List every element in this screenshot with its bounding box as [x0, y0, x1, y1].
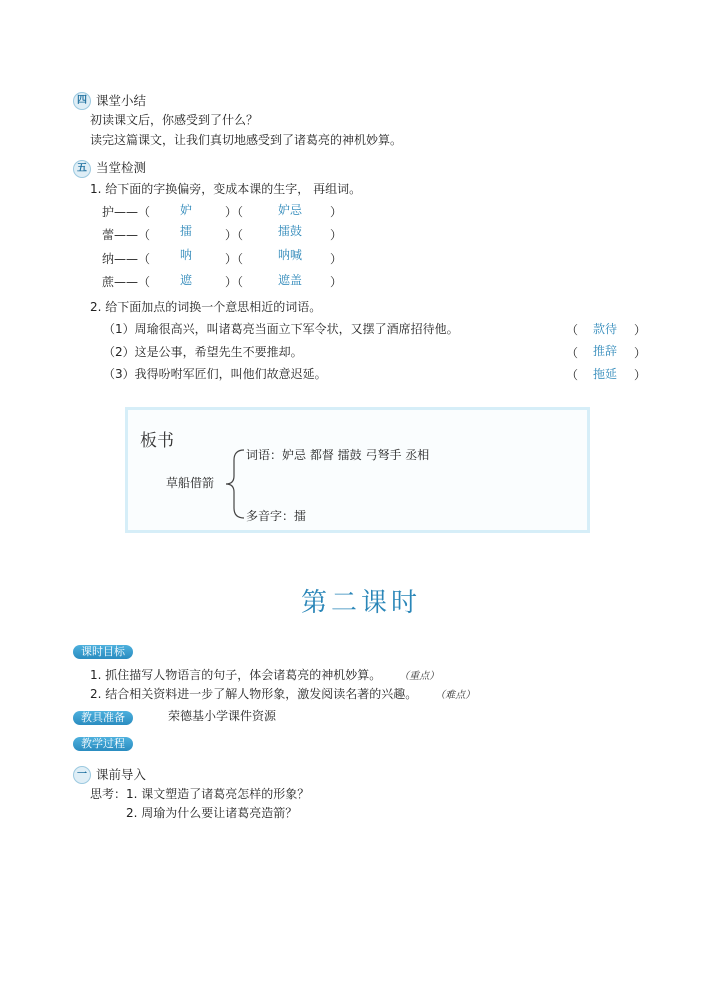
- exercise-question-2: 2. 给下面加点的词换一个意思相近的词语。: [90, 300, 322, 314]
- section-number-badge: 一: [73, 766, 91, 784]
- synonym-answer: 推辞: [593, 344, 618, 358]
- synonym-answer: 拖延: [593, 367, 618, 381]
- radical-row: [102, 203, 150, 220]
- synonym-item: （1）周瑜很高兴，叫诸葛亮当面立下军令状，又摆了酒席招待他。: [103, 322, 459, 336]
- bracket-end: ）: [330, 275, 343, 289]
- process-label: 教学过程: [73, 737, 133, 751]
- answer-close: ）: [634, 368, 647, 382]
- answer-char: 呐: [180, 248, 193, 262]
- goal-1: [90, 666, 439, 683]
- synonym-item: （2）这是公事，希望先生不要推却。: [103, 345, 303, 359]
- answer-word: 呐喊: [278, 248, 303, 262]
- prep-label: 教具准备: [73, 711, 133, 725]
- curly-brace: [224, 448, 248, 520]
- summary-answer: 读完这篇课文，让我们真切地感受到了诸葛亮的神机妙算。: [90, 133, 403, 147]
- bracket-end: ）: [330, 252, 343, 266]
- answer-close: ）: [634, 346, 647, 360]
- prep-text: 荣德基小学课件资源: [168, 709, 277, 723]
- board-label: 板书: [140, 431, 174, 451]
- blackboard-design-panel: [125, 407, 590, 533]
- source-char: 纳——（: [102, 252, 151, 266]
- synonym-item: （3）我得吩咐军匠们，叫他们故意迟延。: [103, 367, 327, 381]
- goal-1-tag: （重点）: [399, 671, 440, 682]
- radical-row: [102, 250, 150, 267]
- bracket-end: ）: [330, 205, 343, 219]
- board-vocab-line: 词语：妒忌 都督 擂鼓 弓弩手 丞相: [246, 448, 430, 462]
- section-title-intro: 课前导入: [96, 767, 147, 782]
- goal-2-text: 2. 结合相关资料进一步了解人物形象，激发阅读名著的兴趣。: [90, 687, 418, 701]
- answer-char: 擂: [180, 224, 193, 238]
- section-number-badge: 四: [73, 92, 91, 110]
- goal-1-text: 1. 抓住描写人物语言的句子，体会诸葛亮的神机妙算。: [90, 668, 382, 682]
- exercise-question-1: 1. 给下面的字换偏旁，变成本课的生字， 再组词。: [90, 182, 362, 196]
- answer-close: ）: [634, 323, 647, 337]
- section-number-badge: 五: [73, 160, 91, 178]
- goals-label: 课时目标: [73, 645, 133, 659]
- think-question-2: 2. 周瑜为什么要让诸葛亮造箭？: [126, 806, 298, 820]
- answer-open: （: [566, 368, 579, 382]
- radical-row: [102, 273, 150, 290]
- source-char: 护——（: [102, 205, 151, 219]
- summary-question: 初读课文后，你感受到了什么？: [90, 113, 259, 127]
- bracket-mid: ）（: [225, 228, 244, 242]
- think-question-1: 思考：1. 课文塑造了诸葛亮怎样的形象？: [90, 787, 310, 801]
- board-center-title: 草船借箭: [166, 476, 215, 490]
- answer-open: （: [566, 346, 579, 360]
- source-char: 蕾——（: [102, 228, 151, 242]
- bracket-mid: ）（: [225, 275, 244, 289]
- source-char: 蔗——（: [102, 275, 151, 289]
- answer-word: 妒忌: [278, 203, 303, 217]
- section-title-exercise: 当堂检测: [96, 160, 147, 175]
- bracket-end: ）: [330, 228, 343, 242]
- section-title-summary: 课堂小结: [96, 93, 147, 108]
- lesson-title: 第二课时: [300, 588, 421, 618]
- answer-open: （: [566, 323, 579, 337]
- answer-word: 擂鼓: [278, 224, 303, 238]
- goal-2: [90, 685, 475, 702]
- goal-2-tag: （难点）: [435, 690, 476, 701]
- answer-char: 妒: [180, 203, 193, 217]
- answer-word: 遮盖: [278, 273, 303, 287]
- board-polyphone-line: 多音字：擂: [246, 509, 307, 523]
- answer-char: 遮: [180, 273, 193, 287]
- bracket-mid: ）（: [225, 205, 244, 219]
- bracket-mid: ）（: [225, 252, 244, 266]
- radical-row: [102, 226, 150, 243]
- synonym-answer: 款待: [593, 322, 618, 336]
